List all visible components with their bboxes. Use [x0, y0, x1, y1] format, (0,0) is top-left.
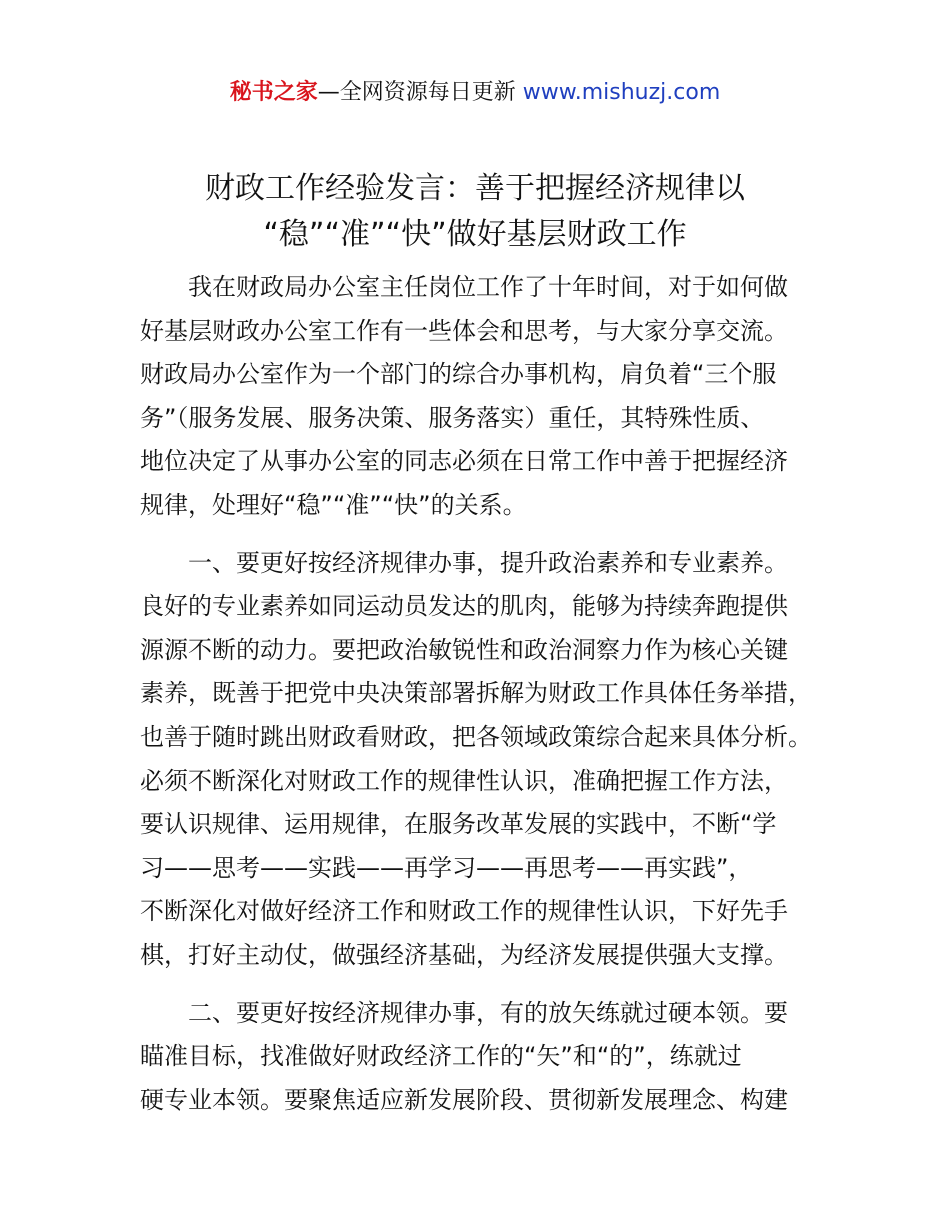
text-line: 习——思考——实践——再学习——再思考——再实践”，	[140, 853, 753, 882]
text-line: 也善于随时跳出财政看财政，把各领域政策综合起来具体分析。	[140, 722, 812, 751]
text-line: 务”（服务发展、服务决策、服务落实）重任，其特殊性质、	[140, 403, 765, 432]
text-line: 地位决定了从事办公室的同志必须在日常工作中善于把握经济	[140, 447, 788, 476]
text-line: 不断深化对做好经济工作和财政工作的规律性认识，下好先手	[140, 897, 788, 926]
paragraph-intro	[140, 266, 820, 528]
text-line: 好基层财政办公室工作有一些体会和思考，与大家分享交流。	[140, 316, 788, 345]
text-line: 规律，处理好“稳”“准”“快”的关系。	[140, 490, 527, 519]
text-line: 要认识规律、运用规律，在服务改革发展的实践中，不断“学	[140, 810, 777, 839]
text-line: 素养，既善于把党中央决策部署拆解为财政工作具体任务举措，	[140, 679, 812, 708]
text-line: 我在财政局办公室主任岗位工作了十年时间，对于如何做	[188, 273, 788, 301]
title-line-1: 财政工作经验发言：善于把握经济规律以	[205, 171, 745, 206]
text-line: 一、要更好按经济规律办事，提升政治素养和专业素养。	[188, 548, 788, 577]
text-line: 良好的专业素养如同运动员发达的肌肉，能够为持续奔跑提供	[140, 592, 788, 621]
site-brand: 秘书之家	[229, 80, 318, 105]
site-header	[0, 76, 950, 110]
document-title	[0, 166, 950, 258]
paragraph-section-2	[140, 992, 820, 1123]
site-url-link[interactable]: www.mishuzj.com	[522, 80, 721, 105]
paragraph-section-1	[140, 542, 820, 978]
text-line: 财政局办公室作为一个部门的综合办事机构，肩负着“三个服	[140, 360, 777, 389]
text-line: 棋，打好主动仗，做强经济基础，为经济发展提供强大支撑。	[140, 940, 788, 969]
text-line: 二、要更好按经济规律办事，有的放矢练就过硬本领。要	[188, 998, 788, 1027]
site-tagline: —全网资源每日更新	[317, 80, 523, 105]
document-body	[140, 266, 820, 1136]
text-line: 硬专业本领。要聚焦适应新发展阶段、贯彻新发展理念、构建	[140, 1085, 788, 1114]
title-line-2: “稳”“准”“快”做好基层财政工作	[263, 217, 687, 252]
text-line: 必须不断深化对财政工作的规律性认识，准确把握工作方法，	[140, 766, 788, 795]
text-line: 瞄准目标，找准做好财政经济工作的“矢”和“的”，练就过	[140, 1042, 742, 1071]
text-line: 源源不断的动力。要把政治敏锐性和政治洞察力作为核心关键	[140, 635, 788, 664]
